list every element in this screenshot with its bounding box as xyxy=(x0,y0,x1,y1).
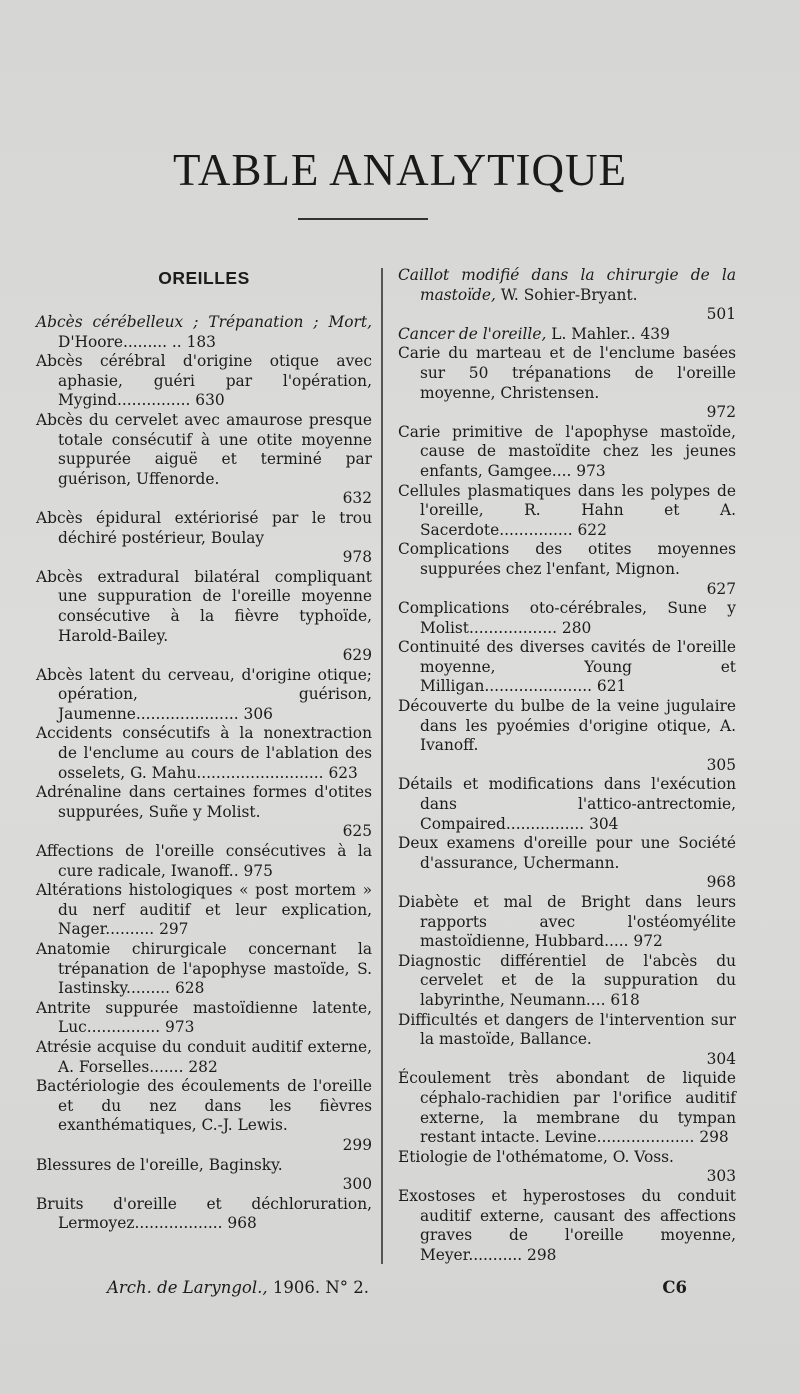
index-entry xyxy=(398,423,736,482)
entry-text: Antrite suppurée mastoïdienne latente, Luc............... xyxy=(36,998,372,1037)
entry-page-number: 282 xyxy=(188,1057,218,1076)
entry-text: Détails et modifications dans l'exécution dans l'attico-antrectomie, Compaired................ xyxy=(398,775,736,833)
entry-page-number: 973 xyxy=(165,1018,195,1037)
index-entry xyxy=(36,666,372,725)
index-entry xyxy=(36,881,372,940)
entry-text: Altérations histologiques « post mortem » du nerf auditif et leur explication, Nager.......... xyxy=(36,881,372,939)
entry-page-number: 306 xyxy=(243,704,273,723)
index-entry xyxy=(398,775,736,834)
entry-text: Bruits d'oreille et déchloruration, Lermoyez.................. xyxy=(36,1194,372,1233)
index-entry xyxy=(398,540,736,599)
entry-page-number: 975 xyxy=(243,861,273,880)
entry-text: Abcès du cervelet avec amaurose presque totale consécutif à une otite moyenne suppurée aiguë et terminé par guérison, Uffenorde. xyxy=(36,410,372,488)
footer-issue: 1906. N° 2. xyxy=(267,1278,370,1297)
index-entry xyxy=(398,1011,736,1070)
entry-page-number: 632 xyxy=(342,489,372,508)
index-entry xyxy=(36,999,372,1038)
index-entry xyxy=(36,842,372,881)
entry-text: Exostoses et hyperostoses du conduit auditif externe, causant des affections graves de l'oreille moyenne, Meyer........... xyxy=(398,1186,736,1264)
entry-text: W. Sohier-Bryant. xyxy=(495,285,638,304)
entry-page-number: 972 xyxy=(633,932,663,951)
index-entry xyxy=(398,952,736,1011)
footer-signature: C6 xyxy=(662,1278,687,1297)
entry-page-number: 630 xyxy=(195,391,225,410)
entry-page-number: 973 xyxy=(576,461,606,480)
index-entry xyxy=(36,1156,372,1195)
entry-page-number: 183 xyxy=(186,332,216,351)
entry-page-number: 501 xyxy=(706,305,736,324)
entry-page-number: 305 xyxy=(706,755,736,774)
index-entry xyxy=(36,568,372,666)
index-entry xyxy=(398,893,736,952)
entry-page-number: 300 xyxy=(342,1175,372,1194)
index-entry xyxy=(398,1148,736,1187)
entry-text: Diagnostic différentiel de l'abcès du cervelet et de la suppuration du labyrinthe, Neumann.... xyxy=(398,951,736,1009)
entry-text: Difficultés et dangers de l'intervention sur la mastoïde, Ballance. xyxy=(398,1010,736,1049)
entry-page-number: 627 xyxy=(706,579,736,598)
entry-text: Affections de l'oreille consécutives à la cure radicale, Iwanoff.. xyxy=(36,842,372,880)
entry-page-number: 298 xyxy=(699,1128,729,1147)
entry-text: Découverte du bulbe de la veine jugulaire dans les pyoémies d'origine otique, A. Ivanoff. xyxy=(398,697,736,755)
index-entry xyxy=(398,344,736,422)
column-divider xyxy=(381,268,383,1264)
entry-italic-title: Abcès cérébelleux ; Trépanation ; Mort, xyxy=(36,313,372,331)
section-heading: OREILLES xyxy=(158,268,250,288)
index-entry xyxy=(36,1038,372,1077)
entry-text: Anatomie chirurgicale concernant la trépanation de l'apophyse mastoïde, S. Iastinsky......... xyxy=(36,940,372,998)
index-entry xyxy=(398,482,736,541)
index-entry xyxy=(398,599,736,638)
left-column xyxy=(36,266,372,1234)
entry-text: Blessures de l'oreille, Baginsky. xyxy=(36,1155,283,1174)
page-footer xyxy=(107,1278,687,1297)
entry-page-number: 280 xyxy=(561,618,592,637)
index-entry xyxy=(36,783,372,842)
entry-text: Carie primitive de l'apophyse mastoïde, cause de mastoïdite chez les jeunes enfants, Gamgee.... xyxy=(398,422,736,480)
index-entry xyxy=(36,352,372,411)
index-entry xyxy=(36,1077,372,1155)
entry-page-number: 968 xyxy=(706,873,736,892)
entry-text: Abcès cérébral d'origine otique avec aphasie, guéri par l'opération, Mygind............... xyxy=(36,352,372,410)
entry-page-number: 618 xyxy=(610,990,640,1009)
entry-text: Diabète et mal de Bright dans leurs rapports avec l'ostéomyélite mastoïdienne, Hubbard..... xyxy=(398,893,736,951)
index-entry xyxy=(398,1069,736,1147)
index-entry xyxy=(36,940,372,999)
index-entry xyxy=(36,509,372,568)
entry-page-number: 299 xyxy=(342,1135,372,1154)
right-column xyxy=(398,266,736,1265)
entry-text: Complications oto-cérébrales, Sune y Molist.................. xyxy=(398,599,736,637)
left-entry-list xyxy=(36,313,372,1234)
index-entry xyxy=(36,1195,372,1234)
entry-page-number: 298 xyxy=(527,1245,557,1264)
entry-text: Adrénaline dans certaines formes d'otites suppurées, Suñe y Molist. xyxy=(36,783,372,821)
entry-page-number: 622 xyxy=(577,520,607,539)
entry-page-number: 972 xyxy=(706,403,736,422)
entry-text: L. Mahler.. xyxy=(546,324,641,343)
entry-text: Carie du marteau et de l'enclume basées sur 50 trépanations de l'oreille moyenne, Christensen. xyxy=(398,344,736,402)
entry-text: Accidents consécutifs à la nonextraction de l'enclume au cours de l'ablation des osselets, G. Mahu.......................... xyxy=(36,724,372,782)
entry-text: Abcès épidural extériorisé par le trou déchiré postérieur, Boulay xyxy=(36,508,372,547)
entry-page-number: 978 xyxy=(342,548,372,567)
entry-page-number: 625 xyxy=(342,822,372,841)
entry-text: Cellules plasmatiques dans les polypes de l'oreille, R. Hahn et A. Sacerdote............... xyxy=(398,481,736,539)
entry-italic-title: Cancer de l'oreille, xyxy=(398,324,547,343)
entry-text: Bactériologie des écoulements de l'oreille et du nez dans les fièvres exanthématiques, C.-J. Lewis. xyxy=(36,1077,372,1135)
entry-text: Atrésie acquise du conduit auditif externe, A. Forselles....... xyxy=(36,1037,372,1076)
footer-journal: Arch. de Laryngol., xyxy=(107,1278,268,1297)
entry-page-number: 297 xyxy=(159,920,189,939)
title-rule xyxy=(298,218,428,220)
index-entry xyxy=(398,325,736,345)
entry-page-number: 968 xyxy=(227,1214,257,1233)
entry-page-number: 623 xyxy=(328,763,358,782)
entry-page-number: 621 xyxy=(596,677,627,696)
entry-page-number: 303 xyxy=(706,1167,736,1186)
index-entry xyxy=(398,1187,736,1265)
index-entry xyxy=(36,313,372,352)
index-entry xyxy=(398,834,736,893)
entry-page-number: 304 xyxy=(589,814,619,833)
entry-text: Complications des otites moyennes suppurées chez l'enfant, Mignon. xyxy=(398,540,736,578)
entry-text: Abcès latent du cerveau, d'origine otique; opération, guérison, Jaumenne..................... xyxy=(36,665,372,723)
index-entry xyxy=(398,697,736,775)
index-entry xyxy=(398,266,736,325)
entry-text: Continuité des diverses cavités de l'oreille moyenne, Young et Milligan...................... xyxy=(398,638,736,696)
entry-text: Écoulement très abondant de liquide céphalo-rachidien par l'orifice auditif externe, la membrane du tympan restant intacte. Levine.................... xyxy=(398,1069,736,1147)
index-entry xyxy=(36,724,372,783)
entry-page-number: 304 xyxy=(706,1049,736,1068)
entry-text: Deux examens d'oreille pour une Société d'assurance, Uchermann. xyxy=(398,834,736,872)
right-entry-list xyxy=(398,266,736,1265)
entry-page-number: 439 xyxy=(640,324,670,343)
entry-text: Abcès extradural bilatéral compliquant une suppuration de l'oreille moyenne consécutive à la fièvre typhoïde, Harold-Bailey. xyxy=(36,567,372,645)
index-entry xyxy=(36,411,372,509)
entry-page-number: 629 xyxy=(342,646,372,665)
index-entry xyxy=(398,638,736,697)
entry-italic-title: Caillot modifié dans la chirurgie de la mastoïde, xyxy=(398,266,736,304)
entry-page-number: 628 xyxy=(174,979,205,998)
entry-text: D'Hoore......... .. xyxy=(58,332,187,351)
page-title: TABLE ANALYTIQUE xyxy=(172,145,628,195)
entry-text: Etiologie de l'othématome, O. Voss. xyxy=(398,1147,674,1166)
